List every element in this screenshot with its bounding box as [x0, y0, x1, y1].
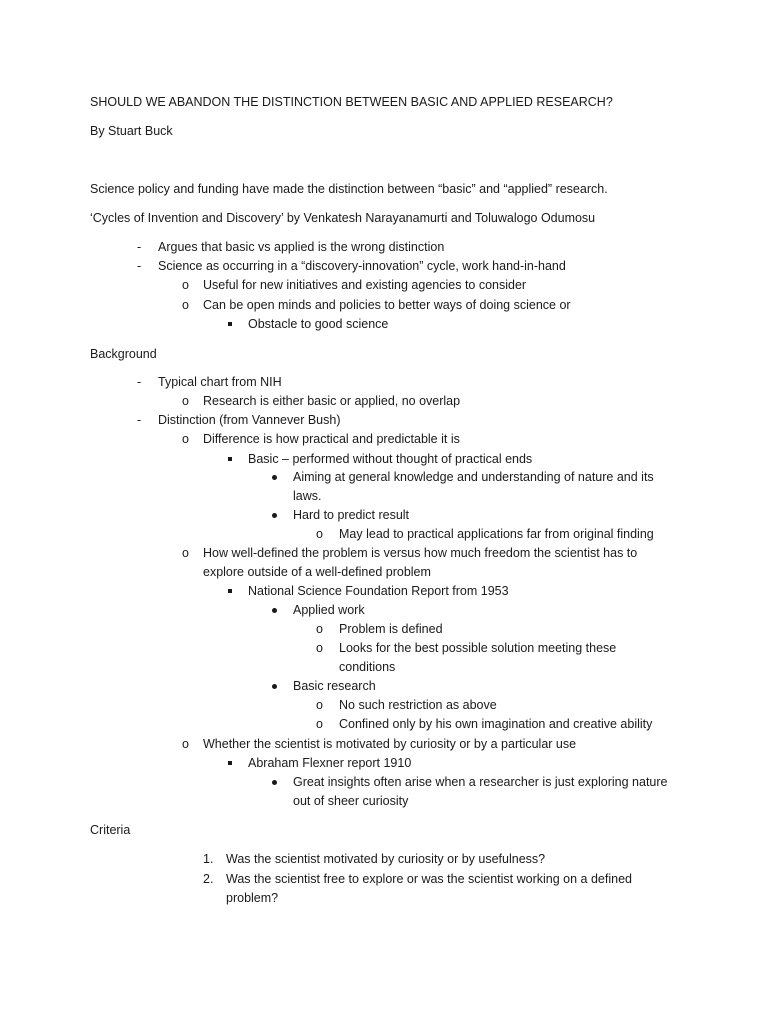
list-item: Great insights often arise when a researcher is just exploring nature: [293, 775, 668, 789]
dot-bullet-icon: [272, 780, 277, 785]
list-item: Useful for new initiatives and existing agencies to consider: [203, 278, 527, 292]
list-item: Basic – performed without thought of practical ends: [248, 452, 533, 466]
circle-bullet: o: [182, 737, 189, 751]
list-item: Abraham Flexner report 1910: [248, 756, 412, 770]
dash-bullet: -: [137, 240, 142, 254]
square-bullet-icon: [228, 457, 232, 461]
list-item: May lead to practical applications far from original finding: [339, 527, 654, 541]
intro-paragraph: Science policy and funding have made the distinction between “basic” and “applied” research.: [90, 182, 608, 196]
square-bullet-icon: [228, 322, 232, 326]
dot-bullet-icon: [272, 475, 277, 480]
circle-bullet: o: [316, 698, 323, 712]
list-item: Applied work: [293, 603, 365, 617]
square-bullet-icon: [228, 761, 232, 765]
list-number: 1.: [203, 852, 214, 866]
list-item: Obstacle to good science: [248, 317, 389, 331]
circle-bullet: o: [316, 622, 323, 636]
dash-bullet: -: [137, 413, 142, 427]
list-item-continuation: conditions: [339, 660, 396, 674]
circle-bullet: o: [182, 394, 189, 408]
list-item: Can be open minds and policies to better ways of doing science or: [203, 298, 571, 312]
dash-bullet: -: [137, 375, 142, 389]
list-item: Basic research: [293, 679, 376, 693]
circle-bullet: o: [316, 641, 323, 655]
author-line: By Stuart Buck: [90, 124, 173, 138]
list-item: Science as occurring in a “discovery-innovation” cycle, work hand-in-hand: [158, 259, 566, 273]
dot-bullet-icon: [272, 608, 277, 613]
circle-bullet: o: [182, 298, 189, 312]
list-number: 2.: [203, 872, 214, 886]
section-heading-criteria: Criteria: [90, 823, 131, 837]
list-item: Looks for the best possible solution meeting these: [339, 641, 617, 655]
list-item: Typical chart from NIH: [158, 375, 282, 389]
section-heading-background: Background: [90, 347, 157, 361]
list-item-continuation: out of sheer curiosity: [293, 794, 409, 808]
circle-bullet: o: [316, 527, 323, 541]
list-item: Distinction (from Vannever Bush): [158, 413, 341, 427]
circle-bullet: o: [182, 546, 189, 560]
list-item-continuation: laws.: [293, 489, 322, 503]
square-bullet-icon: [228, 589, 232, 593]
numbered-item: Was the scientist motivated by curiosity or by usefulness?: [226, 852, 546, 866]
list-item: National Science Foundation Report from 1953: [248, 584, 509, 598]
circle-bullet: o: [182, 432, 189, 446]
document-title: SHOULD WE ABANDON THE DISTINCTION BETWEEN BASIC AND APPLIED RESEARCH?: [90, 95, 613, 109]
circle-bullet: o: [316, 717, 323, 731]
list-item: No such restriction as above: [339, 698, 497, 712]
list-item: Argues that basic vs applied is the wrong distinction: [158, 240, 445, 254]
dot-bullet-icon: [272, 684, 277, 689]
list-item: Aiming at general knowledge and understanding of nature and its: [293, 470, 654, 484]
dot-bullet-icon: [272, 513, 277, 518]
numbered-item-continuation: problem?: [226, 891, 279, 905]
list-item: Whether the scientist is motivated by curiosity or by a particular use: [203, 737, 577, 751]
dash-bullet: -: [137, 259, 142, 273]
list-item: Research is either basic or applied, no overlap: [203, 394, 461, 408]
list-item: Problem is defined: [339, 622, 443, 636]
circle-bullet: o: [182, 278, 189, 292]
list-item: Confined only by his own imagination and creative ability: [339, 717, 653, 731]
list-item: Hard to predict result: [293, 508, 410, 522]
numbered-item: Was the scientist free to explore or was the scientist working on a defined: [226, 872, 632, 886]
source-paragraph: ‘Cycles of Invention and Discovery’ by Venkatesh Narayanamurti and Toluwalogo Odumosu: [90, 211, 596, 225]
list-item-continuation: explore outside of a well-defined problem: [203, 565, 431, 579]
list-item: How well-defined the problem is versus how much freedom the scientist has to: [203, 546, 638, 560]
list-item: Difference is how practical and predictable it is: [203, 432, 460, 446]
